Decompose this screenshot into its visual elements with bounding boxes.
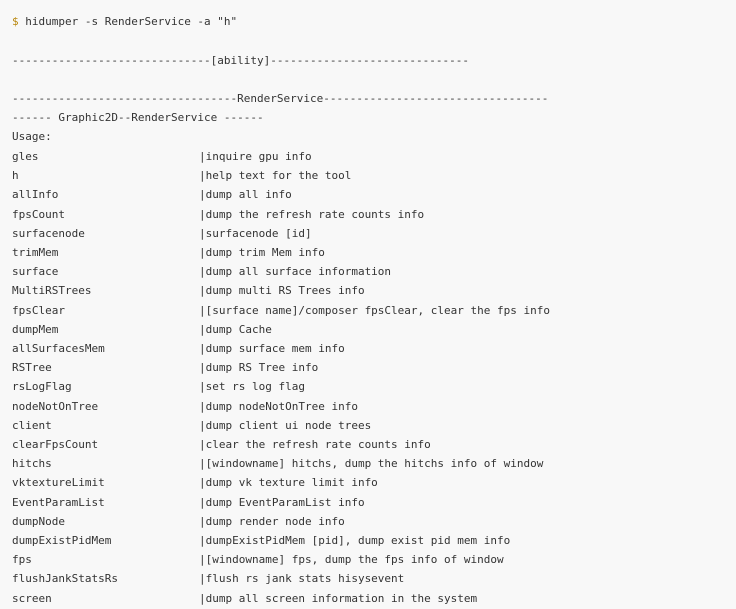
- command-row: [12, 438, 431, 452]
- command-row: [12, 592, 477, 606]
- command-description: |[windowname] hitchs, dump the hitchs info of window: [199, 457, 544, 471]
- command-name: EventParamList: [12, 495, 105, 509]
- command-description: |dump the refresh rate counts info: [199, 207, 425, 221]
- command-row: [12, 380, 305, 394]
- command-row: [12, 150, 312, 164]
- command-name: client: [12, 418, 52, 432]
- command-description: |clear the refresh rate counts info: [199, 438, 431, 451]
- command-row: [12, 246, 325, 260]
- command-description: |dump all surface information: [199, 265, 392, 279]
- command-name: RSTree: [12, 361, 52, 375]
- command-description: |dump Cache: [199, 322, 272, 336]
- command-name: nodeNotOnTree: [12, 399, 99, 413]
- command-row: [12, 419, 371, 433]
- command-description: |dump render node info: [199, 514, 345, 528]
- prompt-command: hidumper -s RenderService -a "h": [25, 15, 238, 28]
- command-row: [12, 304, 550, 318]
- command-description: |dump nodeNotOnTree info: [199, 399, 358, 413]
- ability-header: ------------------------------[ability]------------------------------: [12, 54, 469, 67]
- command-name: rsLogFlag: [12, 380, 72, 394]
- command-description: |dump all screen information in the system: [199, 591, 478, 605]
- command-name: surface: [12, 265, 59, 279]
- command-name: screen: [12, 591, 52, 605]
- command-row: [12, 515, 345, 529]
- command-row: [12, 361, 318, 375]
- command-row: [12, 265, 391, 279]
- command-name: hitchs: [12, 457, 52, 471]
- command-name: vktextureLimit: [12, 476, 105, 490]
- command-description: |surfacenode [id]: [199, 226, 312, 240]
- command-description: |flush rs jank stats hisysevent: [199, 572, 405, 586]
- command-row: [12, 188, 292, 202]
- command-row: [12, 496, 365, 510]
- command-name: trimMem: [12, 246, 59, 259]
- command-name: h: [12, 169, 19, 183]
- command-name: allSurfacesMem: [12, 342, 105, 355]
- graphic-header: ------ Graphic2D--RenderService ------: [12, 111, 264, 124]
- command-row: [12, 534, 510, 548]
- command-name: dumpMem: [12, 322, 59, 336]
- command-row: [12, 284, 365, 298]
- command-description: |[surface name]/composer fpsClear, clear the fps info: [199, 303, 550, 317]
- command-description: |help text for the tool: [199, 169, 352, 183]
- command-row: [12, 169, 351, 183]
- command-row: [12, 572, 404, 586]
- command-row: [12, 400, 358, 414]
- prompt-line: [12, 15, 237, 29]
- command-description: |dump EventParamList info: [199, 495, 365, 509]
- command-name: dumpNode: [12, 514, 65, 528]
- command-description: |inquire gpu info: [199, 150, 312, 163]
- command-row: [12, 342, 345, 356]
- command-description: |dump vk texture limit info: [199, 476, 378, 490]
- command-row: [12, 208, 424, 222]
- command-row: [12, 476, 378, 490]
- command-row: [12, 553, 504, 567]
- command-name: fpsCount: [12, 207, 65, 221]
- command-name: allInfo: [12, 188, 59, 202]
- command-description: |dumpExistPidMem [pid], dump exist pid mem info: [199, 534, 511, 547]
- command-name: flushJankStatsRs: [12, 572, 118, 586]
- command-description: |dump trim Mem info: [199, 246, 325, 259]
- command-description: |dump client ui node trees: [199, 418, 372, 432]
- command-row: [12, 323, 272, 337]
- service-header: ----------------------------------RenderService----------------------------------: [12, 92, 549, 105]
- prompt-symbol: $: [12, 15, 19, 28]
- command-row: [12, 227, 312, 241]
- command-name: fps: [12, 553, 32, 567]
- command-description: |dump RS Tree info: [199, 361, 319, 375]
- usage-label: Usage:: [12, 130, 52, 143]
- command-description: |dump multi RS Trees info: [199, 284, 365, 298]
- command-name: MultiRSTrees: [12, 284, 92, 298]
- command-name: gles: [12, 150, 39, 163]
- command-description: |dump all info: [199, 188, 292, 202]
- command-name: fpsClear: [12, 303, 65, 317]
- command-description: |dump surface mem info: [199, 342, 345, 355]
- command-name: surfacenode: [12, 226, 85, 240]
- command-description: |set rs log flag: [199, 380, 305, 394]
- command-name: clearFpsCount: [12, 438, 99, 451]
- command-name: dumpExistPidMem: [12, 534, 112, 547]
- command-description: |[windowname] fps, dump the fps info of window: [199, 553, 504, 567]
- command-row: [12, 457, 543, 471]
